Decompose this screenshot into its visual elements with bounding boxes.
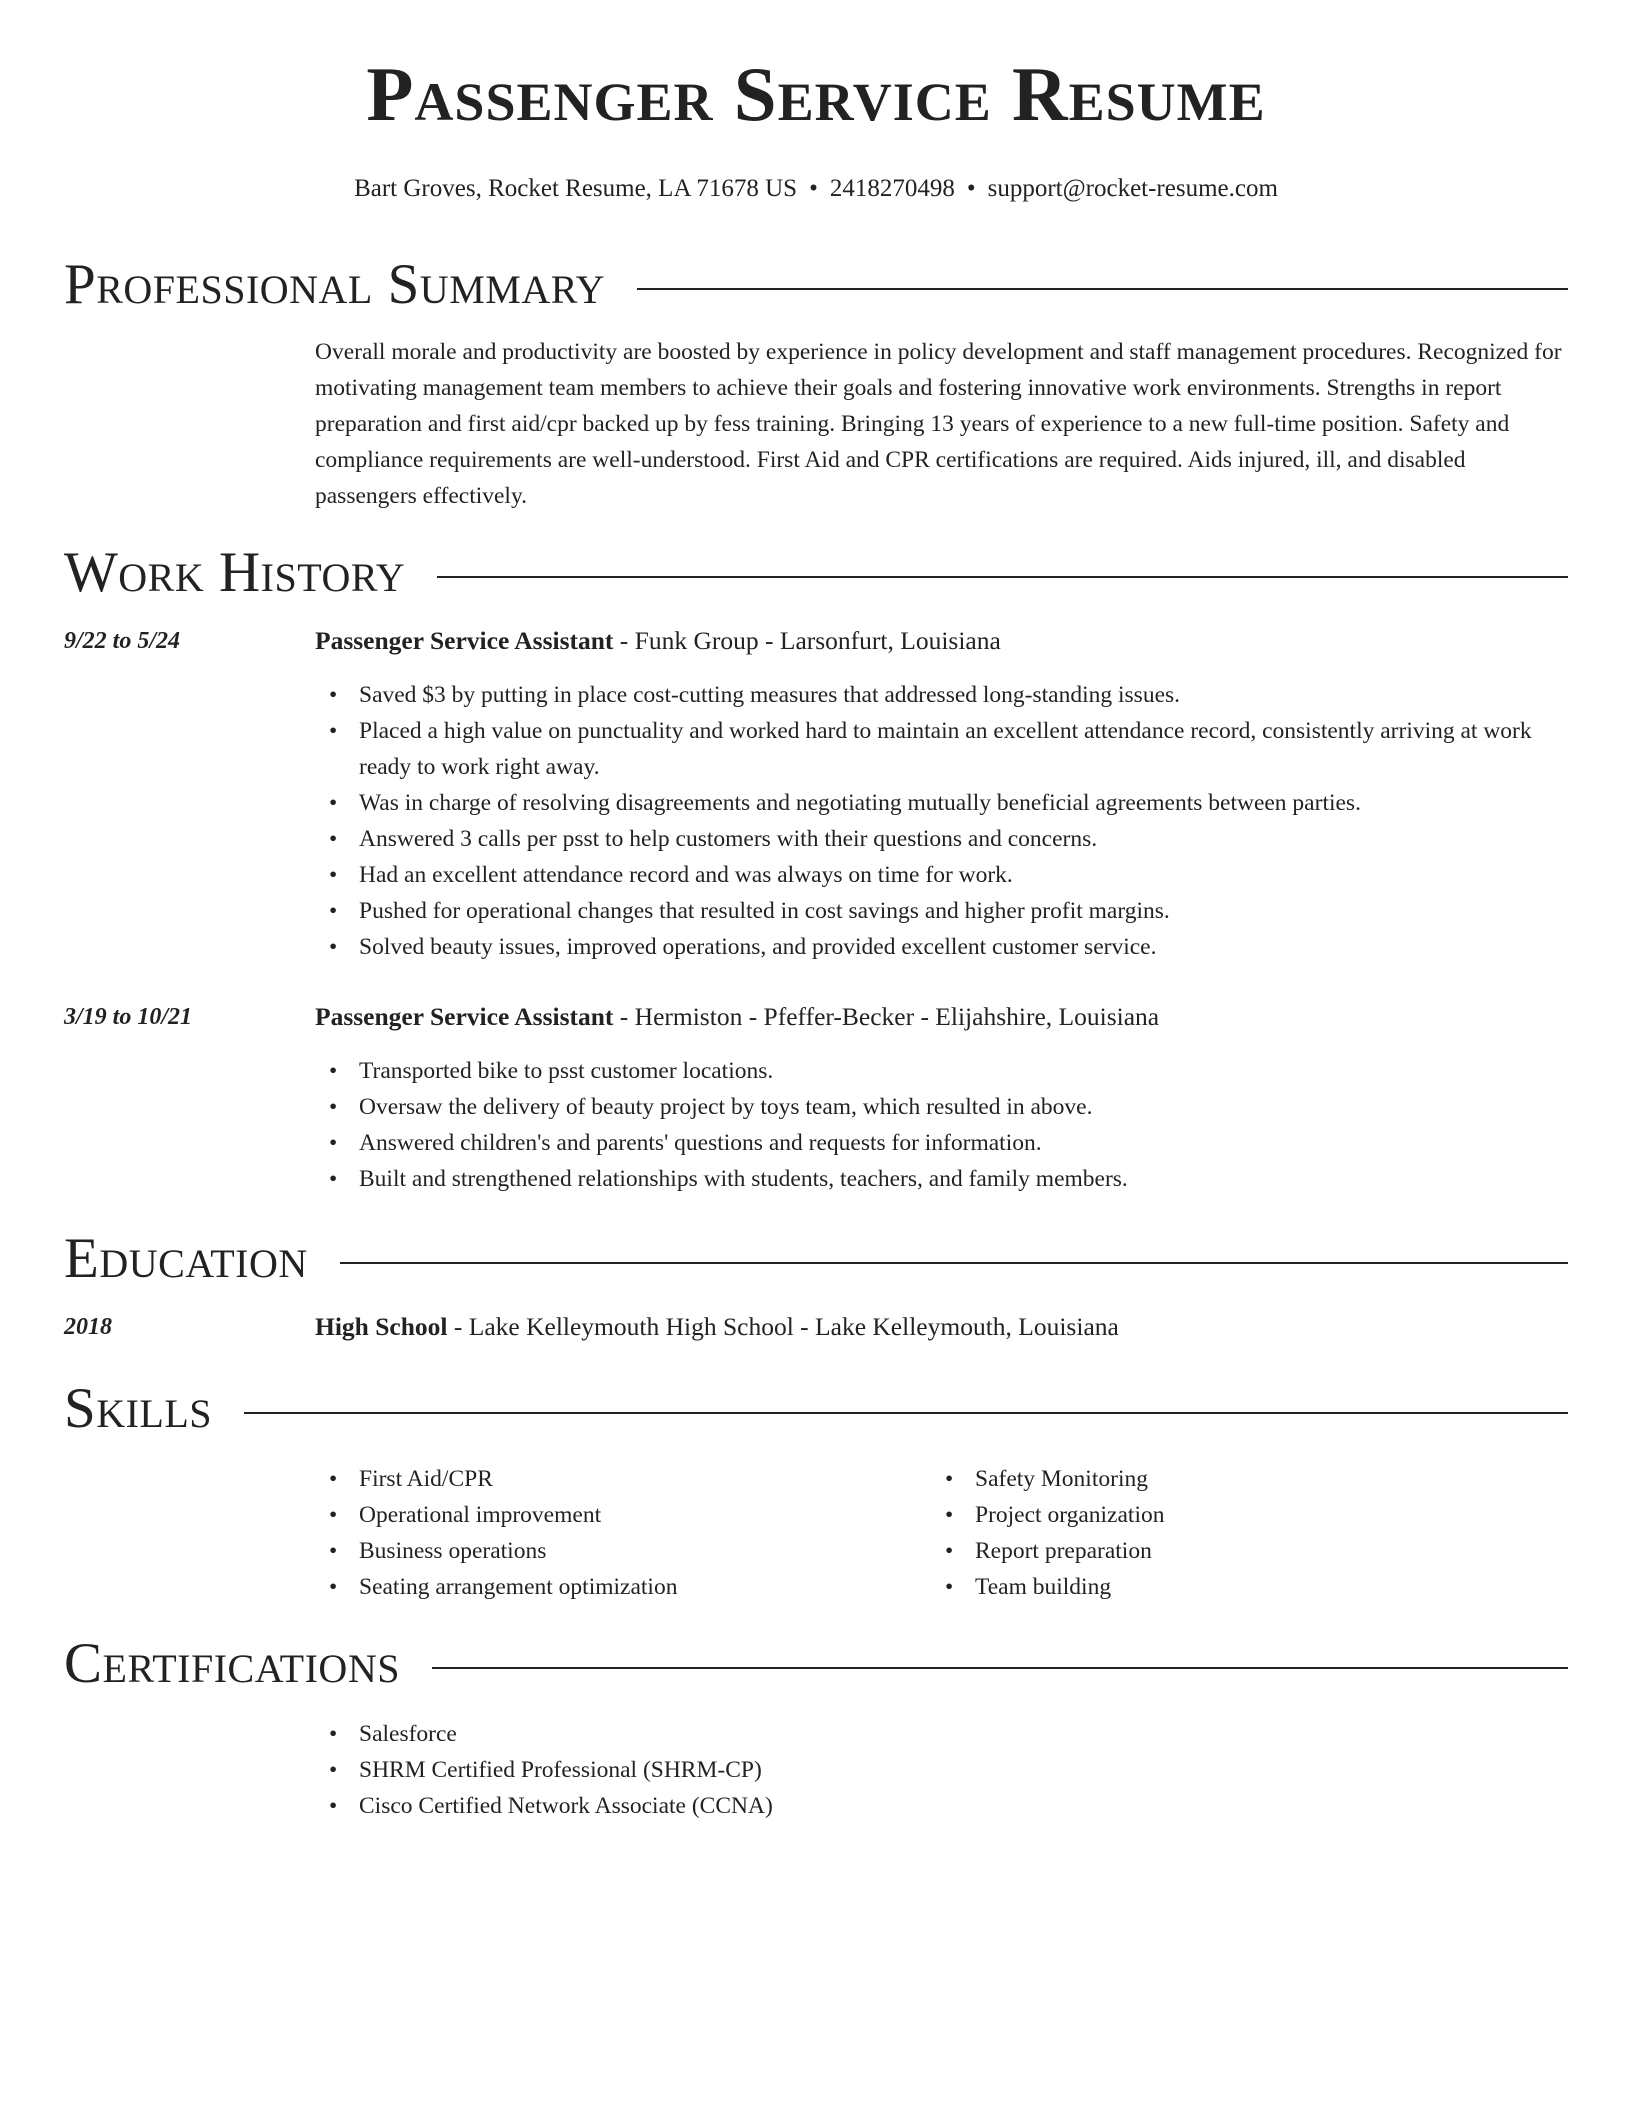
skills-list-right [931, 1461, 1531, 1605]
list-item: • Saved $3 by putting in place cost-cutting measures that addressed long-standing issues. [315, 677, 1568, 713]
list-item: • SHRM Certified Professional (SHRM-CP) [315, 1752, 1568, 1788]
education-heading: Education [64, 1227, 308, 1290]
skills-heading: Skills [64, 1377, 213, 1440]
skills-list-left [315, 1461, 915, 1605]
job-2-header [315, 999, 1568, 1035]
list-item: • Project organization [931, 1497, 1531, 1533]
section-divider [432, 1667, 1568, 1669]
contact-phone: 2418270498 [829, 175, 955, 202]
list-item: • Cisco Certified Network Associate (CCNA) [315, 1788, 1568, 1824]
work-section-header [64, 541, 1568, 604]
job-2-detail: - Hermiston - Pfeffer-Becker - Elijahshire, Louisiana [613, 1002, 1160, 1031]
list-item: • Had an excellent attendance record and was always on time for work. [315, 857, 1568, 893]
education-entry [315, 1309, 1568, 1345]
work-heading: Work History [64, 541, 406, 604]
contact-email: support@rocket-resume.com [987, 175, 1278, 202]
section-divider [244, 1412, 1568, 1414]
education-degree: High School [315, 1312, 448, 1341]
section-divider [340, 1262, 1568, 1264]
contact-separator: • [809, 175, 818, 202]
list-item: • Salesforce [315, 1716, 1568, 1752]
list-item: • Was in charge of resolving disagreements and negotiating mutually beneficial agreements between parties. [315, 785, 1568, 821]
list-item: • Report preparation [931, 1533, 1531, 1569]
list-item: • Answered children's and parents' questions and requests for information. [315, 1125, 1568, 1161]
job-1-header [315, 623, 1568, 659]
certifications-section-header [64, 1632, 1568, 1695]
list-item: • Answered 3 calls per psst to help customers with their questions and concerns. [315, 821, 1568, 857]
section-divider [637, 288, 1568, 290]
section-divider [437, 576, 1568, 578]
list-item: • Placed a high value on punctuality and worked hard to maintain an excellent attendance record, consistently arriving at work ready to work right away. [315, 713, 1568, 785]
contact-address: Bart Groves, Rocket Resume, LA 71678 US [354, 175, 798, 202]
summary-text: Overall morale and productivity are boosted by experience in policy development and staff management procedures. Recognized for motivating management team members to achieve their goals and fostering innovative work environments. Strengths in report preparation and first aid/cpr backed up by fess training. Bringing 13 years of experience to a new full-time position. Safety and compliance requirements are well-understood. First Aid and CPR certifications are required. Aids injured, ill, and disabled passengers effectively. [315, 339, 1562, 509]
education-year: 2018 [64, 1314, 112, 1340]
job-1-title: Passenger Service Assistant [315, 626, 614, 655]
list-item: • First Aid/CPR [315, 1461, 915, 1497]
summary-heading: Professional Summary [64, 253, 606, 316]
job-2-bullets [315, 1053, 1568, 1197]
certifications-heading: Certifications [64, 1632, 400, 1695]
list-item: • Pushed for operational changes that resulted in cost savings and higher profit margins. [315, 893, 1568, 929]
job-1-dates: 9/22 to 5/24 [64, 628, 181, 654]
list-item: • Built and strengthened relationships with students, teachers, and family members. [315, 1161, 1568, 1197]
resume-title: Passenger Service Resume [366, 51, 1266, 137]
job-1-detail: - Funk Group - Larsonfurt, Louisiana [613, 626, 1001, 655]
list-item: • Oversaw the delivery of beauty project by toys team, which resulted in above. [315, 1089, 1568, 1125]
list-item: • Team building [931, 1569, 1531, 1605]
list-item: • Seating arrangement optimization [315, 1569, 915, 1605]
contact-line [0, 174, 1632, 204]
job-2-dates: 3/19 to 10/21 [64, 1004, 193, 1030]
skills-section-header [64, 1377, 1568, 1440]
summary-section-header [64, 253, 1568, 316]
list-item: • Safety Monitoring [931, 1461, 1531, 1497]
job-2-title: Passenger Service Assistant [315, 1002, 614, 1031]
education-detail: - Lake Kelleymouth High School - Lake Kelleymouth, Louisiana [447, 1312, 1119, 1341]
contact-separator: • [966, 175, 976, 202]
list-item: • Business operations [315, 1533, 915, 1569]
certifications-list [315, 1716, 1568, 1824]
list-item: • Operational improvement [315, 1497, 915, 1533]
education-section-header [64, 1227, 1568, 1290]
list-item: • Solved beauty issues, improved operations, and provided excellent customer service. [315, 929, 1568, 965]
job-1-bullets [315, 677, 1568, 965]
list-item: • Transported bike to psst customer locations. [315, 1053, 1568, 1089]
